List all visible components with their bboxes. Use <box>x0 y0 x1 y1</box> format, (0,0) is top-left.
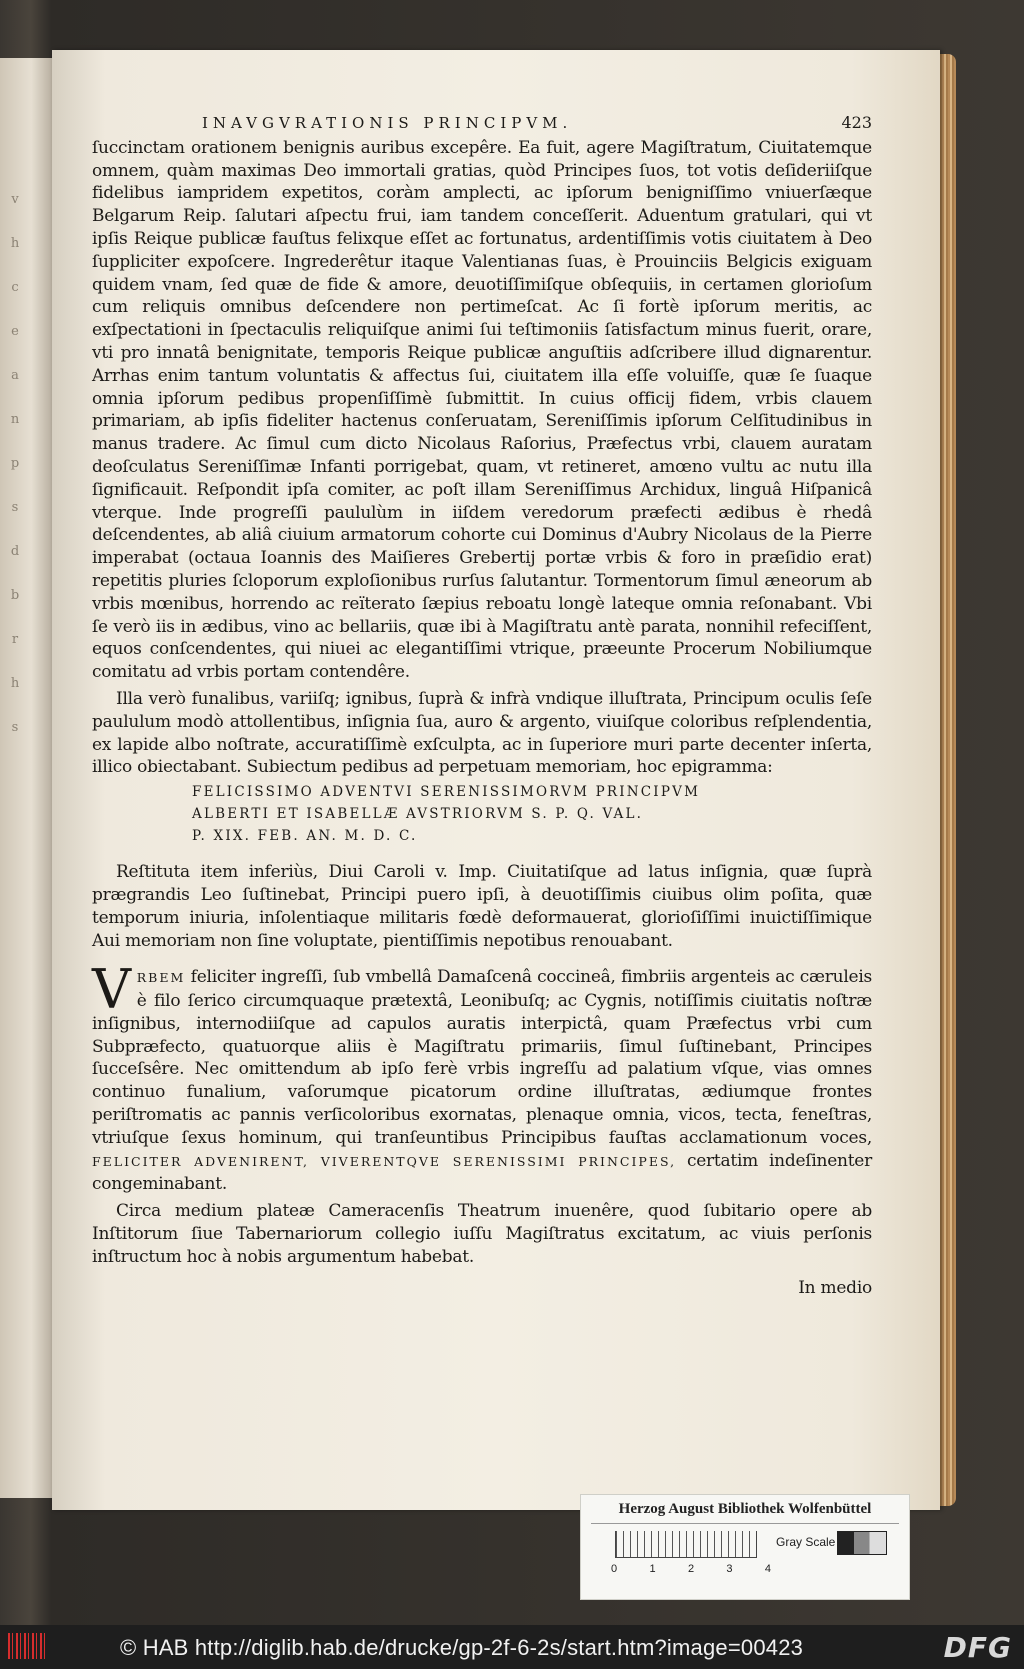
label-divider <box>591 1523 899 1524</box>
book-page <box>52 50 940 1510</box>
margin-mark: h <box>10 676 20 691</box>
barcode-icon <box>8 1633 46 1659</box>
paragraph-2: Illa verò funalibus, variiſq; ignibus, ſuprà & infrà vndique illuſtrata, Principum oculis ſeſe paululum modò attollentibus, inſignia ſua, auro & argento, viuiſque coloribus reſplendentia, ex lapide albo noſtrate, accuratiſſimè exſculpta, ac in ſuperiore muri parte decenter inſerta, illico obiectabant. Subiectum pedibus ad perpetuam memoriam, hoc epigramma: <box>92 688 872 778</box>
margin-mark: p <box>10 456 20 471</box>
ruler-scale <box>615 1531 757 1558</box>
margin-mark: c <box>11 280 19 295</box>
paragraph-1: ſuccinctam orationem benignis auribus excepêre. Ea fuit, agere Magiſtratum, Ciuitatemque omnem, quàm maximas Deo immortali gratias, quòd Principes ſuos, tot votis deſideriiſque fidelibus iampridem expetitos, coràm amplecti, ac ipſorum benigniſſimo vniuerſæque Belgarum Reip. ſalutari aſpectu frui, iam tandem conceſſerit. Aduentum gratulari, qui vt ipſis Reique publicæ fauſtus felixque eſſet ac fortunatus, ardentiſſimis votis ciuitatem à Deo ſuppliciter expoſcere. Ingrederêtur itaque Valentianas ſuas, è Prouinciis Belgicis exiguam quidem vnam, ſed quæ de fide & amore, deuotiſſimiſque obſequiis, in certamen glorioſum cum reliquis omnibus deſcendere non pertimeſcat. Ac ſi fortè ipſorum meritis, ac exſpectationi in ſpectaculis reliquiſque animi ſui teſtimoniis ſatisfactum minus fuerit, orare, vti pro innatâ benignitate, temporis Reique publicæ anguſtiis adſcribere illud dignarentur. Arrhas enim tantum voluntatis & affectus ſui, ciuitatem illa eſſe voluiſſe, quæ ſe ſuaque omnia ipſorum pedibus propenſiſſimè ſubmittit. In cuius officij fidem, vrbis clauem primariam, ab ipſis fideliter hactenus conſeruatam, Sereniſſimis ipſorum Celſitudinibus in manus tradere. Ac ſimul cum dicto Nicolaus Raſorius, Præfectus vrbi, clauem auratam deoſculatus Sereniſſimæ Infanti porrigebat, quam, vt retineret, amœno vultu ac nutu illa ſignificauit. Reſpondit ipſa comiter, ac poſt illam Sereniſſimus Archidux, linguâ Hiſpanicâ vterque. Inde progreſſi paululùm in iiſdem veredorum præfecti ædibus è rhedâ deſcendentes, ab aliâ ciuium armatorum cohorte cui Dominus d'Aubry Nicolaus de la Pierre imperabat (octaua Ioannis des Maiſieres Grebertij portæ vrbis & foro in præſidio erat) repetitis pluries ſcloporum exploſionibus rurſus ſalutantur. Tormentorum ſimul æneorum ab vrbis mœnibus, horrendo ac reïterato ſæpius reboatu longè lateque omnia reſonabant. Vbi ſe verò iis in ædibus, vino ac bellariis, quæ ibi à Magiſtratu antè parata, nonnihil refeciſſent, equos conſcendentes, qui niuei ac elegantiſſimi vtrique, præeunte Procerum Nobiliumque comitatu ad vrbis portam contendêre. <box>92 137 872 683</box>
footer-permalink[interactable]: © HAB http://diglib.hab.de/drucke/gp-2f-6-2s/start.htm?image=00423 <box>120 1635 804 1660</box>
ruler-number: 4 <box>764 1563 771 1575</box>
ruler-number: 1 <box>649 1563 656 1575</box>
ruler-number: 3 <box>726 1563 733 1575</box>
viewer-footer <box>0 1625 1024 1669</box>
epigram-line-1: FELICISSIMO ADVENTVI SERENISSIMORVM PRINCIPVM <box>192 784 701 801</box>
margin-mark: s <box>11 720 19 735</box>
gray-scale-label: Gray Scale <box>776 1535 836 1549</box>
paragraph-4-text-a: feliciter ingreſſi, ſub vmbellâ Damaſcenâ coccineâ, fimbriis argenteis ac cæruleis è filo ſerico circumquaque prætextâ, Leonibuſq; ac Cygnis, notiſſimis ciuitatis noſtræ inſignibus, internodiiſque ad capulos auratis interpictâ, quam Præfectus vrbi cum Subpræfecto, quatuorque aliis è Magiſtratu primariis, ſimul ſuſtinebant, Principes ſucceſsêre. Nec omittendum ab ipſo ferè vrbis ingreſſu ad palatium vſque, vias omnes continuo funalium, vaſorumque picatorum ordine illuſtratas, ædiumque frontes periſtromatis ac pannis verſicoloribus exornatas, plenaque omnia, vicos, tecta, feneſtras, vtriuſque ſexus hominum, qui tranſeuntibus Principibus fauſtas acclamationum voces, <box>92 967 872 1148</box>
left-page-edge <box>0 58 52 1498</box>
running-head-title: INAVGVRATIONIS PRINCIPVM. <box>202 114 573 132</box>
margin-mark: d <box>10 544 20 559</box>
paragraph-4-smallcaps: RBEM <box>136 970 186 986</box>
paragraph-4-acclamation: FELICITER ADVENIRENT, VIVERENTQVE SERENISSIMI PRINCIPES, <box>92 1153 677 1169</box>
page-text <box>92 112 872 1299</box>
paragraph-4-text-b: certatim indeſinenter congeminabant. <box>92 1150 872 1195</box>
margin-mark: b <box>10 588 20 603</box>
margin-mark: e <box>11 324 19 339</box>
paragraph-3: Reſtituta item inferiùs, Diui Caroli v. Imp. Ciuitatiſque ad latus inſignia, quæ ſuprà prægrandis Leo ſuſtinebat, Principi puero ipſi, à deuotiſſimis ciuibus olim poſita, quæ temporum iniuria, inſolentiaque militaris fœdè deformauerat, glorioſiſſimi inuictiſſimique Aui memoriam non ſine voluptate, pientiſſimis nepotibus renouabant. <box>92 862 872 951</box>
ruler-numbers <box>611 1563 771 1575</box>
running-head <box>202 112 872 135</box>
gray-scale-swatch <box>837 1531 887 1555</box>
margin-mark: s <box>11 500 19 515</box>
library-name: Herzog August Bibliothek Wolfenbüttel <box>618 1501 872 1517</box>
epigram <box>92 781 872 847</box>
library-scale-label <box>580 1494 910 1600</box>
epigram-line-2: ALBERTI ET ISABELLÆ AVSTRIORVM S. P. Q. VAL. <box>192 806 644 823</box>
folio-number: 423 <box>841 113 872 132</box>
ruler-number: 2 <box>687 1563 695 1575</box>
margin-mark: v <box>11 192 19 207</box>
margin-mark: h <box>10 236 20 251</box>
dfg-logo: DFG <box>943 1631 1012 1664</box>
paragraph-5: Circa medium plateæ Cameracenſis Theatrum inuenêre, quod ſubitario opere ab Inſtitorum ſiue Tabernariorum collegio iuſſu Magiſtratus excitatum, ac viuis perſonis inſtructum hoc à nobis argumentum habebat. <box>92 1201 872 1267</box>
drop-cap: V <box>92 958 131 1022</box>
epigram-line-3: P. XIX. FEB. AN. M. D. C. <box>192 828 418 845</box>
margin-mark: r <box>11 632 19 647</box>
margin-mark: a <box>11 368 19 383</box>
paragraph-4 <box>92 958 872 1196</box>
ruler-number: 0 <box>611 1563 618 1575</box>
catchword: In medio <box>798 1277 872 1298</box>
left-page-margin-marks <box>0 178 30 750</box>
margin-mark: n <box>10 412 20 427</box>
